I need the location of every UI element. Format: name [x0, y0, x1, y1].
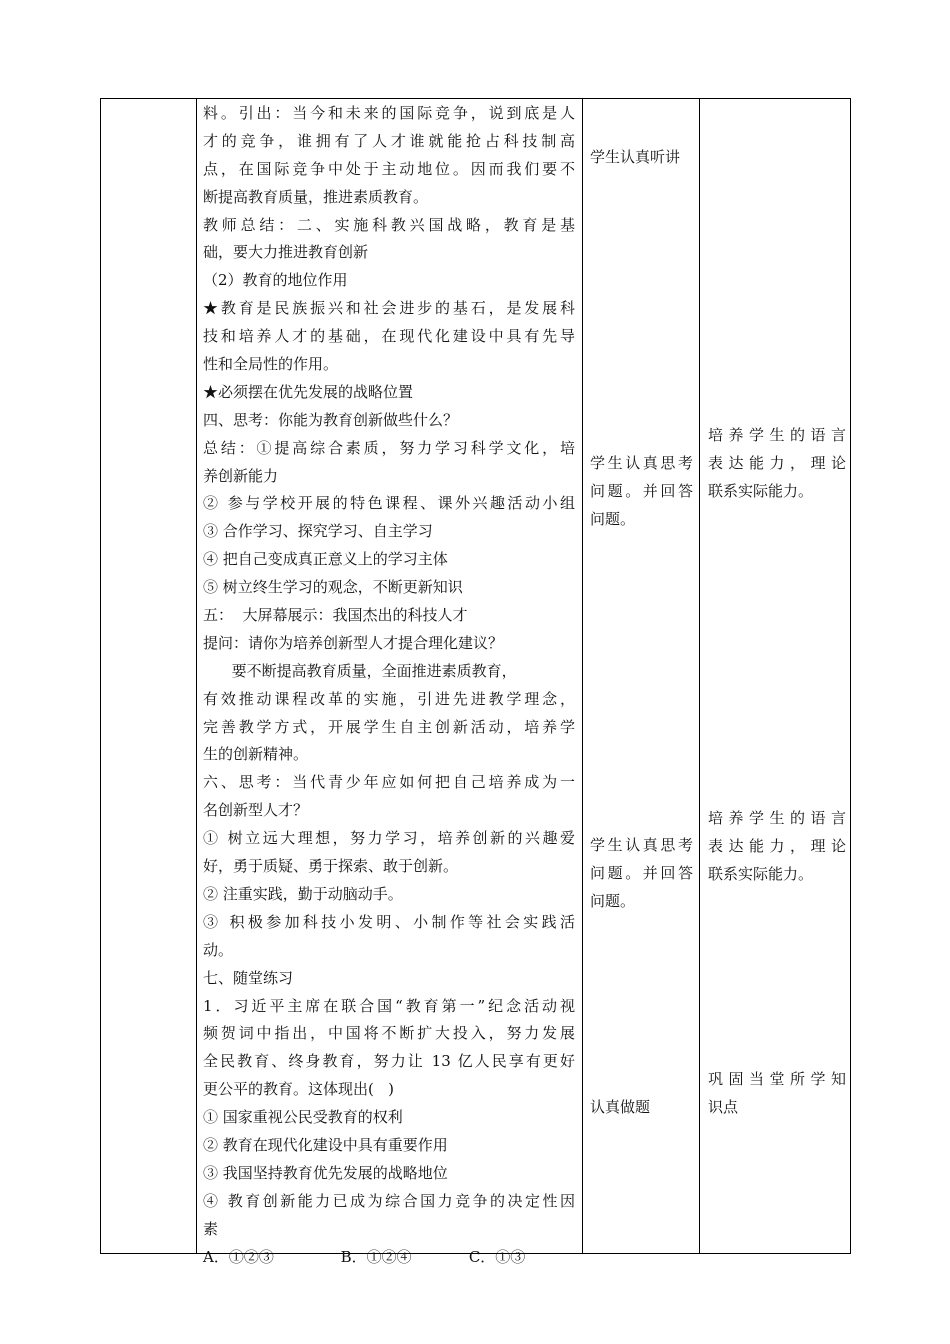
content-line: 全民教育、终身教育，努力让 13 亿人民享有更好	[203, 1052, 575, 1071]
content-line: ① 树立远大理想，努力学习，培养创新的兴趣爱	[203, 829, 575, 848]
cell-line: 表达能力，理论	[708, 837, 846, 855]
cell-line: 联系实际能力。	[708, 482, 814, 500]
cell-line: 表达能力，理论	[708, 454, 846, 472]
content-line: 完善教学方式，开展学生自主创新活动，培养学	[203, 717, 575, 736]
content-line: 生的创新精神。	[203, 745, 309, 764]
student-activity-cell	[590, 831, 693, 915]
design-intent-cell	[708, 804, 846, 888]
content-line: ④ 把自己变成真正意义上的学习主体	[203, 550, 448, 569]
cell-line: 培养学生的语言	[708, 426, 846, 444]
content-line: 名创新型人才？	[203, 801, 309, 820]
design-intent-cell	[708, 1065, 846, 1121]
cell-line: 培养学生的语言	[708, 809, 846, 827]
content-line: 有效推动课程改革的实施，引进先进教学理念，	[203, 689, 575, 708]
content-line: 四、思考：你能为教育创新做些什么？	[203, 410, 459, 429]
content-line: ③ 合作学习、探究学习、自主学习	[203, 522, 433, 541]
content-line: 1．习近平主席在联合国“教育第一”纪念活动视	[203, 996, 575, 1015]
cell-line: 问题。	[590, 510, 636, 528]
content-line: 好，勇于质疑、勇于探索、敢于创新。	[203, 857, 459, 876]
content-line: ③ 我国坚持教育优先发展的战略地位	[203, 1163, 448, 1182]
content-line: 教师总结：二、实施科教兴国战略，教育是基	[203, 215, 575, 234]
content-line: 总结：①提高综合素质，努力学习科学文化，培	[203, 438, 575, 457]
content-line: ③ 积极参加科技小发明、小制作等社会实践活	[203, 912, 575, 931]
cell-line: 认真做题	[590, 1098, 651, 1116]
cell-line: 识点	[708, 1098, 739, 1116]
content-line: ② 参与学校开展的特色课程、课外兴趣活动小组	[203, 494, 575, 513]
cell-line: 联系实际能力。	[708, 865, 814, 883]
content-line: 技和培养人才的基础，在现代化建设中具有先导	[203, 327, 575, 346]
cell-line: 问题。并回答	[590, 482, 693, 500]
content-line: ② 注重实践，勤于动脑动手。	[203, 884, 403, 903]
content-line: 七、随堂练习	[203, 968, 294, 987]
content-line: ★教育是民族振兴和社会进步的基石，是发展科	[203, 299, 575, 318]
content-line: ① 国家重视公民受教育的权利	[203, 1108, 403, 1127]
teaching-process-cell	[203, 99, 575, 1271]
content-line: 更公平的教育。这体现出( )	[203, 1080, 395, 1099]
content-line: 点，在国际竞争中处于主动地位。因而我们要不	[203, 159, 575, 178]
content-line: 养创新能力	[203, 466, 279, 485]
student-activity-cell	[590, 449, 693, 533]
content-line: 断提高教育质量，推进素质教育。	[203, 187, 429, 206]
cell-line: 问题。并回答	[590, 864, 693, 882]
content-line: A．①②③ B．①②④ C．①③	[203, 1247, 526, 1266]
cell-line: 学生认真思考	[590, 836, 693, 854]
content-line: 要不断提高教育质量，全面推进素质教育，	[203, 661, 517, 680]
content-line: （2）教育的地位作用	[203, 271, 348, 290]
column-divider-2	[582, 99, 583, 1253]
content-line: 素	[203, 1219, 219, 1238]
content-line: 性和全局性的作用。	[203, 355, 339, 374]
cell-line: 学生认真思考	[590, 454, 693, 472]
cell-line: 问题。	[590, 892, 636, 910]
content-line: ② 教育在现代化建设中具有重要作用	[203, 1135, 448, 1154]
content-line: 础，要大力推进教育创新	[203, 243, 369, 262]
content-line: 六、思考：当代青少年应如何把自己培养成为一	[203, 773, 575, 792]
content-line: 五： 大屏幕展示：我国杰出的科技人才	[203, 606, 468, 625]
cell-line: 巩固当堂所学知	[708, 1070, 846, 1088]
content-line: 料。引出：当今和未来的国际竞争，说到底是人	[203, 104, 575, 122]
student-activity-cell	[590, 143, 693, 171]
column-divider-3	[699, 99, 700, 1253]
content-line: ⑤ 树立终生学习的观念，不断更新知识	[203, 578, 463, 597]
content-line: 才的竞争，谁拥有了人才谁就能抢占科技制高	[203, 131, 575, 150]
content-line: 频贺词中指出，中国将不断扩大投入，努力发展	[203, 1024, 575, 1043]
design-intent-cell	[708, 421, 846, 505]
column-divider-1	[196, 99, 197, 1253]
content-line: 动。	[203, 940, 234, 959]
content-line: ④ 教育创新能力已成为综合国力竞争的决定性因	[203, 1191, 575, 1210]
content-line: ★必须摆在优先发展的战略位置	[203, 382, 414, 401]
content-line: 提问：请你为培养创新型人才提合理化建议？	[203, 633, 504, 652]
column-divider-4	[850, 99, 851, 1253]
cell-line: 学生认真听讲	[590, 148, 681, 166]
lesson-plan-table	[100, 98, 851, 1266]
student-activity-cell	[590, 1093, 693, 1121]
